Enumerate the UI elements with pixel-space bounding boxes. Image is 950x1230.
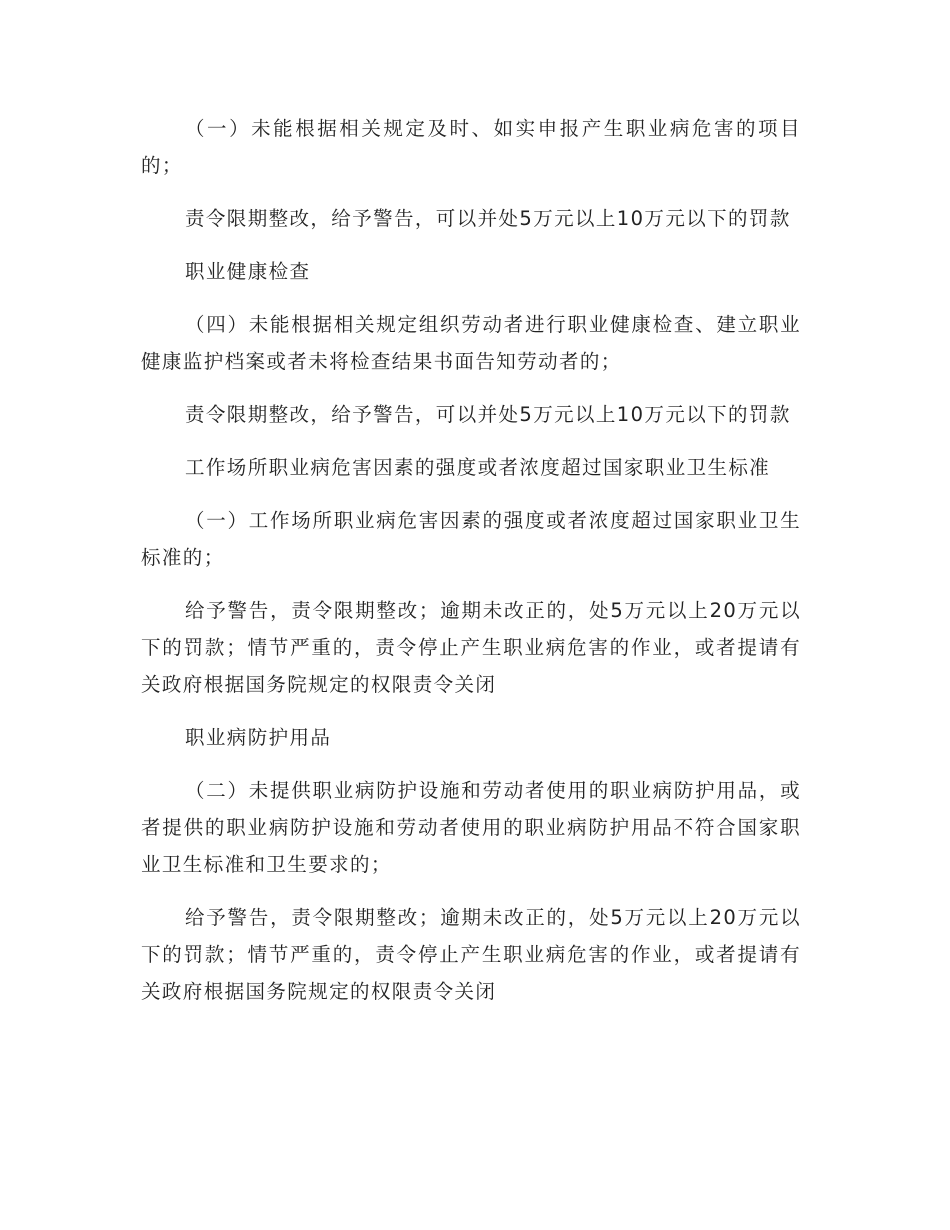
clause-item-2: （二）未提供职业病防护设施和劳动者使用的职业病防护用品，或者提供的职业病防护设施和劳动者使用的职业病防护用品不符合国家职业卫生标准和卫生要求的；	[141, 779, 801, 876]
penalty-text: 给予警告，责令限期整改；逾期未改正的，处5万元以上20万元以下的罚款；情节严重的，责令停止产生职业病危害的作业，或者提请有关政府根据国务院规定的权限责令关闭	[141, 599, 801, 696]
penalty-text: 责令限期整改，给予警告，可以并处5万元以上10万元以下的罚款	[185, 207, 791, 230]
penalty-text: 给予警告，责令限期整改；逾期未改正的，处5万元以上20万元以下的罚款；情节严重的，责令停止产生职业病危害的作业，或者提请有关政府根据国务院规定的权限责令关闭	[141, 906, 801, 1003]
document-body	[141, 110, 801, 1026]
section-heading-protective-equipment: 职业病防护用品	[185, 726, 332, 749]
section-heading-workplace-hazards: 工作场所职业病危害因素的强度或者浓度超过国家职业卫生标准	[185, 456, 771, 479]
clause-item-1: （一）未能根据相关规定及时、如实申报产生职业病危害的项目的；	[141, 117, 801, 177]
penalty-text: 责令限期整改，给予警告，可以并处5万元以上10万元以下的罚款	[185, 403, 791, 426]
clause-item-4: （四）未能根据相关规定组织劳动者进行职业健康检查、建立职业健康监护档案或者未将检查结果书面告知劳动者的；	[141, 313, 801, 373]
section-heading-health-check: 职业健康检查	[185, 260, 311, 283]
clause-item-1-workplace: （一）工作场所职业病危害因素的强度或者浓度超过国家职业卫生标准的；	[141, 509, 801, 569]
